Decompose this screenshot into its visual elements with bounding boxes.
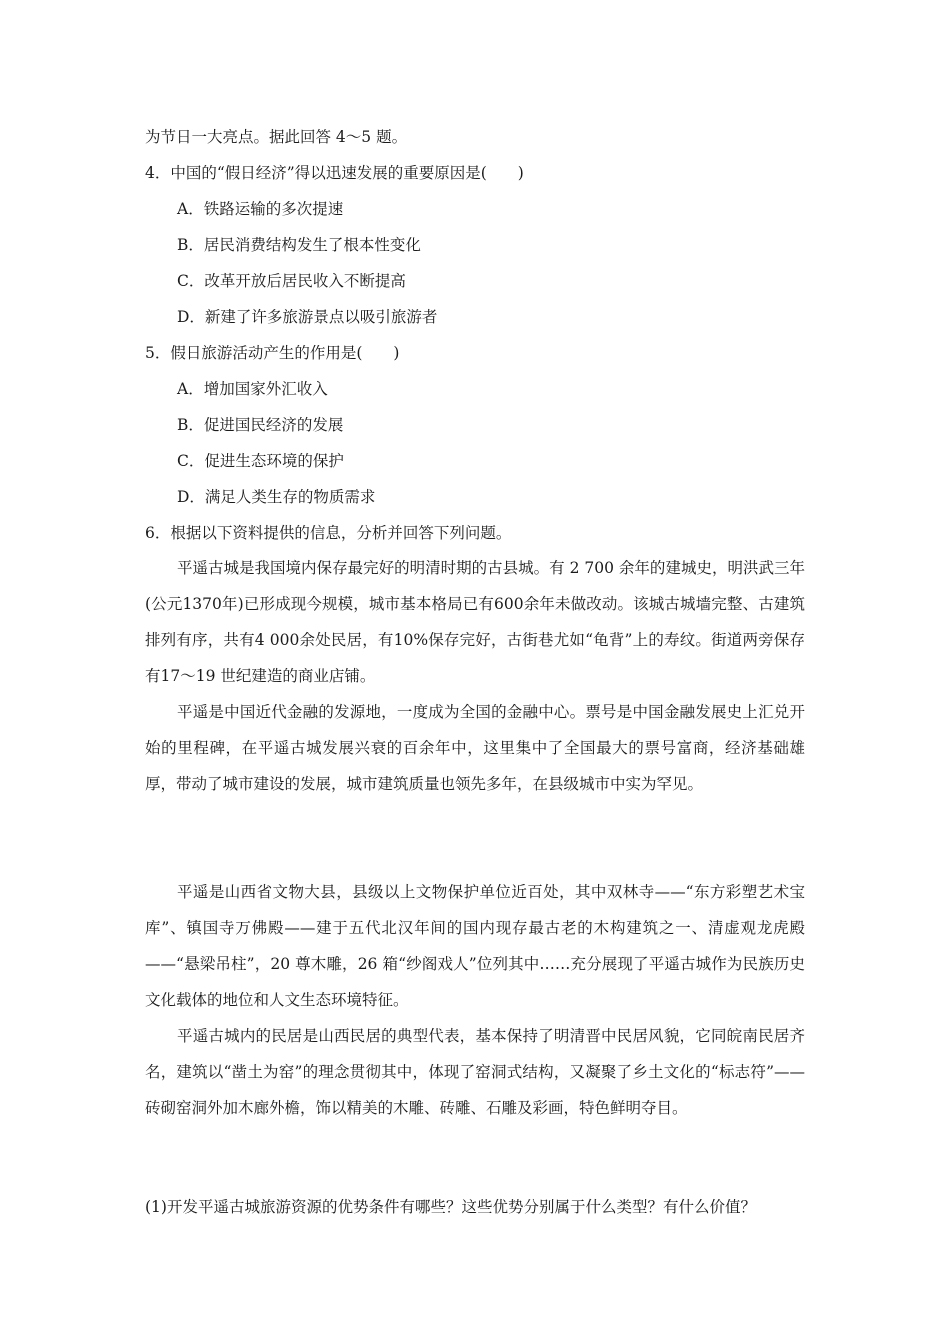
material-paragraph-4: 平遥古城内的民居是山西民居的典型代表，基本保持了明清晋中民居风貌，它同皖南民居齐名，建筑以“凿土为窑”的理念贯彻其中，体现了窑洞式结构，又凝聚了乡土文化的“标志符”——砖砌窑洞外加木廊外檐，饰以精美的木雕、砖雕、石雕及彩画，特色鲜明夺目。 bbox=[145, 1027, 805, 1117]
question-5-option-c: C．促进生态环境的保护 bbox=[177, 452, 344, 470]
question-5-option-a: A．增加国家外汇收入 bbox=[177, 380, 328, 398]
material-paragraph-2: 平遥是中国近代金融的发源地，一度成为全国的金融中心。票号是中国金融发展史上汇兑开始的里程碑，在平遥古城发展兴衰的百余年中，这里集中了全国最大的票号富商，经济基础雄厚，带动了城市建设的发展，城市建筑质量也领先多年，在县级城市中实为罕见。 bbox=[145, 703, 805, 793]
question-5-stem: 5．假日旅游活动产生的作用是( ) bbox=[145, 344, 400, 362]
material-paragraph-3: 平遥是山西省文物大县，县级以上文物保护单位近百处，其中双林寺——“东方彩塑艺术宝库”、镇国寺万佛殿——建于五代北汉年间的国内现存最古老的木构建筑之一、清虚观龙虎殿——“悬梁吊柱”，20 尊木雕，26 箱“纱阁戏人”位列其中……充分展现了平遥古城作为民族历史文化载体的地位和人文生态环境特征。 bbox=[145, 883, 805, 1009]
question-5-option-d: D．满足人类生存的物质需求 bbox=[177, 488, 376, 506]
question-4-stem: 4．中国的“假日经济”得以迅速发展的重要原因是( ) bbox=[145, 164, 524, 182]
question-6-sub-1: (1)开发平遥古城旅游资源的优势条件有哪些？这些优势分别属于什么类型？有什么价值？ bbox=[145, 1198, 756, 1216]
question-4-option-b: B．居民消费结构发生了根本性变化 bbox=[177, 236, 421, 254]
question-6-stem: 6．根据以下资料提供的信息，分析并回答下列问题。 bbox=[145, 524, 512, 542]
question-5-option-b: B．促进国民经济的发展 bbox=[177, 416, 344, 434]
material-paragraph-1: 平遥古城是我国境内保存最完好的明清时期的古县城。有 2 700 余年的建城史，明洪武三年(公元1370年)已形成现今规模，城市基本格局已有600余年未做改动。该城古城墙完整、古建筑排列有序，共有4 000余处民居，有10%保存完好，古街巷尤如“龟背”上的寿纹。街道两旁保存有17～19 世纪建造的商业店铺。 bbox=[145, 559, 805, 685]
lead-line: 为节日一大亮点。据此回答 4～5 题。 bbox=[145, 128, 408, 146]
question-4-option-d: D．新建了许多旅游景点以吸引旅游者 bbox=[177, 308, 438, 326]
question-4-option-c: C．改革开放后居民收入不断提高 bbox=[177, 272, 406, 290]
question-4-option-a: A．铁路运输的多次提速 bbox=[177, 200, 344, 218]
